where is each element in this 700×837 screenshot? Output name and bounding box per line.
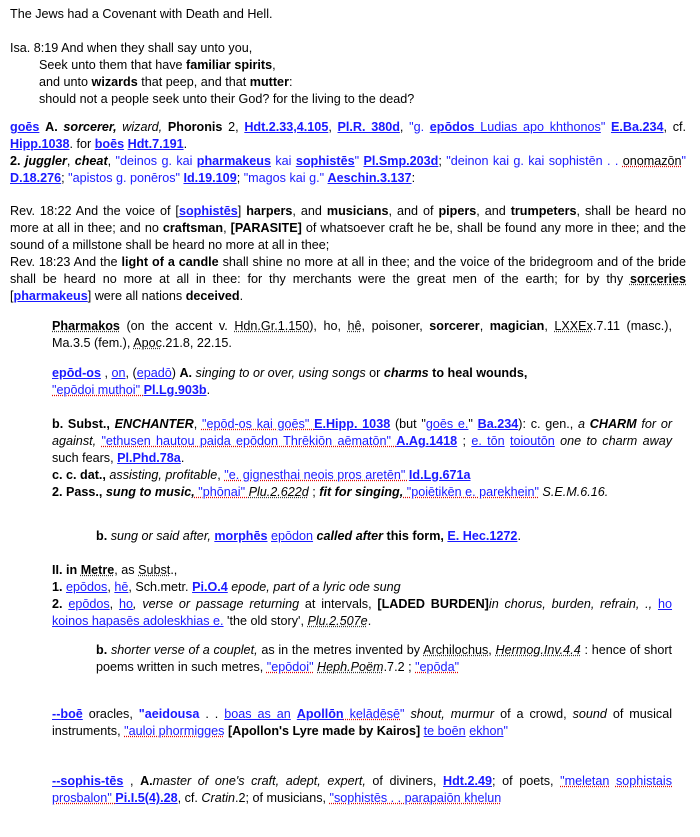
hipp-link[interactable]: Hipp.1038 — [10, 137, 70, 151]
ba234-link[interactable]: Ba.234 — [477, 417, 519, 431]
plphd-link[interactable]: Pl.Phd.78a — [117, 451, 181, 465]
ekhon-link[interactable]: ekhon — [469, 724, 504, 738]
isa-line-3: and unto wizards that peep, and that mutter: — [39, 75, 293, 89]
e-link[interactable]: e. — [209, 614, 224, 628]
ho-koinos-link[interactable]: ho koinos hapasēs adoleskhias — [52, 597, 673, 628]
toiouton-link[interactable]: toioutōn — [510, 434, 555, 448]
epado-link[interactable]: epadō — [136, 366, 172, 380]
aag-link[interactable]: A.Ag.1418 — [396, 434, 458, 448]
shorter-verse-entry: b. shorter verse of a couplet, as in the metres invented by Archilochus, Hermog.Inv.4.4 : hence of short poems written in such metres, "epōdoi" Heph.Poëm.7.2 ; "epōda" — [96, 643, 673, 674]
epodos1-link[interactable]: epōdos — [66, 580, 108, 594]
boe-entry: --boē oracles, "aeidousa . . boas as an Apollōn kelādēsē" shout, murmur of a crowd, sound of musical instruments, "auloi phormigges [Apollon's Lyre made by Kairos] te boēn ekhon" — [52, 707, 672, 738]
hdt7-link[interactable]: Hdt.7.191 — [127, 137, 184, 151]
morphes-link[interactable]: morphēs — [214, 529, 268, 543]
boes-link[interactable]: boēs — [94, 137, 125, 151]
isa-line-4: should not a people seek unto their God? for the living to the dead? — [39, 92, 415, 106]
rev-18-23: Rev. 18:23 And the light of a candle shall shine no more at all in thee; and the voice of the bridegroom and of the bride shall be heard no more at all in thee: for thy merchants were the great men of the earth; for by thy sorceries [pharmakeus] were all nations deceived. — [10, 255, 686, 303]
he-link[interactable]: hē — [114, 580, 129, 594]
revelation-passage — [10, 203, 686, 305]
epodos-entry: epōd-os , on, (epadō) A. singing to or over, using songs or charms to heal wounds, "epōdoi muthoi" Pl.Lg.903b. — [52, 366, 528, 397]
d18-link[interactable]: D.18.276 — [10, 171, 62, 185]
pharmakos-entry: Pharmakos (on the accent v. Hdn.Gr.1.150), ho, hê, poisoner, sorcerer, magician, LXXEx.7.11 (masc.), Ma.3.5 (fem.), Apoc.21.8, 22.15. — [52, 319, 672, 350]
te-boen-link[interactable]: te boēn — [423, 724, 466, 738]
rev-sophistes-link[interactable]: sophistēs — [178, 204, 238, 218]
metre-entry: II. in Metre, as Subst., 1. epōdos, hē, Sch.metr. Pi.O.4 epode, part of a lyric ode sung 2. epōdos, ho, verse or passage returning at intervals, [LADED BURDEN]in chorus, burden, refrain, ., ho koinos hapasēs adoleskhias e. 'the old story', Plu.2.507e. — [52, 563, 673, 628]
isa-line-1: Isa. 8:19 And when they shall say unto you, — [10, 41, 253, 55]
isaiah-passage — [10, 40, 686, 108]
goes-definition: goēs A. sorcerer, wizard, Phoronis 2, Hdt.2.33,4.105, Pl.R. 380d, "g. epōdos Ludias apo khthonos" E.Ba.234, cf. Hipp.1038. for boēs Hdt.7.191. — [10, 120, 687, 151]
page-title: The Jews had a Covenant with Death and Hell. — [10, 7, 273, 21]
pharmakeus-link[interactable]: pharmakeus — [196, 154, 271, 168]
apollon-link[interactable]: Apollōn — [296, 707, 344, 721]
ehipp-link[interactable]: E.Hipp. 1038 — [314, 417, 391, 431]
aesch-link[interactable]: Aeschin.3.137 — [327, 171, 412, 185]
pii-link[interactable]: Pi.I.5(4).28 — [115, 791, 178, 805]
familiar-spirits: familiar spirits — [186, 58, 273, 72]
hdt-link[interactable]: Hdt.2.33,4.105 — [244, 120, 329, 134]
goes-e-link[interactable]: goēs e. — [425, 417, 469, 431]
wizards: wizards — [91, 75, 138, 89]
epodon-link[interactable]: epōdon — [271, 529, 314, 543]
ludias-link[interactable]: Ludias apo khthonos — [474, 120, 601, 134]
plr-link[interactable]: Pl.R. 380d — [337, 120, 400, 134]
subst-entry: b. Subst., ENCHANTER, "epōd-os kai goēs" E.Hipp. 1038 (but "goēs e." Ba.234): c. gen., a CHARM for or against, "ethusen hautou paida epōdon Thrēkiōn aēmatōn" A.Ag.1418 ; e. tōn toioutōn one to charm away such fears, Pl.Phd.78a. c. c. dat., assisting, profitable, "e. gignesthai neois pros aretēn" Id.Lg.671a 2. Pass., sung to music, "phōnai" Plu.2.622d ; fit for singing, "poiētikēn e. parekhein" S.E.M.6.16. — [52, 417, 673, 499]
ho-link[interactable]: ho — [118, 597, 133, 611]
epodos-headword-link[interactable]: epōd-os — [52, 366, 101, 380]
hdt249-link[interactable]: Hdt.2.49 — [443, 774, 493, 788]
isa-line-2: Seek unto them that have familiar spirits, — [39, 58, 276, 72]
e-ton-link[interactable]: e. tōn — [471, 434, 505, 448]
rev-pharmakeus-link[interactable]: pharmakeus — [13, 289, 88, 303]
goes-entry — [10, 119, 686, 187]
sophistes-entry: --sophis-tēs , A.master of one's craft, adept, expert, of diviners, Hdt.2.49; of poets, "meletan sophistais prosbalon" Pi.I.5(4).28, cf. Cratin.2; of musicians, "sophistēs . . parapaiōn khelun — [52, 774, 672, 805]
hec-link[interactable]: E. Hec.1272 — [447, 529, 518, 543]
epodos2-link[interactable]: epōdos — [68, 597, 110, 611]
id19-link[interactable]: Id.19.109 — [183, 171, 237, 185]
on-link[interactable]: on — [111, 366, 126, 380]
plg903-link[interactable]: Pl.Lg.903b — [143, 383, 207, 397]
sophistes-headword-link[interactable]: --sophis-tēs — [52, 774, 124, 788]
sophistes-link[interactable]: sophistēs — [295, 154, 355, 168]
pharmakos-headword: Pharmakos — [52, 319, 120, 333]
goes-definition-2: 2. juggler, cheat, "deinos g. kai pharmakeus kai sophistēs" Pl.Smp.203d; "deinon kai g. kai sophistēn . . onomazōn" D.18.276; "apistos g. ponēros" Id.19.109; "magos kai g." Aeschin.3.137: — [10, 154, 687, 185]
eba-link[interactable]: E.Ba.234 — [611, 120, 664, 134]
pio-link[interactable]: Pi.O.4 — [192, 580, 228, 594]
onomazon-text: onomazōn — [622, 154, 682, 168]
epodos-link[interactable]: epōdos — [429, 120, 475, 134]
rev-18-22: Rev. 18:22 And the voice of [sophistēs] harpers, and musicians, and of pipers, and trumpeters, shall be heard no more at all in thee; and no craftsman, [PARASITE] of whatsoever craft he be, shall be found any more in thee; and the sound of a millstone shall be heard no more at all in thee; — [10, 204, 687, 252]
plsmp-link[interactable]: Pl.Smp.203d — [363, 154, 439, 168]
mutter: mutter — [249, 75, 289, 89]
boe-headword-link[interactable]: --boē — [52, 707, 83, 721]
idlg-link[interactable]: Id.Lg.671a — [408, 468, 471, 482]
boas-link[interactable]: boas as an — [224, 707, 291, 721]
header-section — [10, 6, 686, 23]
sung-after-entry: b. sung or said after, morphēs epōdon called after this form, E. Hec.1272. — [96, 529, 521, 543]
goes-headword-link[interactable]: goēs — [10, 120, 40, 134]
